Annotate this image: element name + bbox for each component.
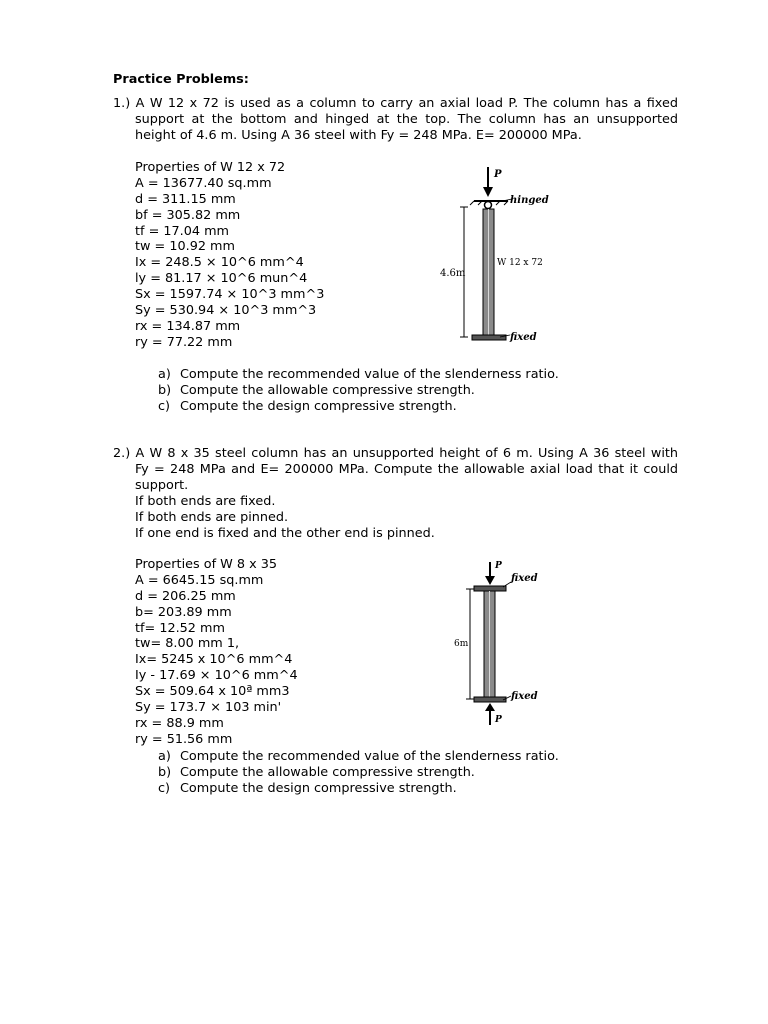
top-support-label: hinged — [510, 195, 549, 206]
property-line: rx = 88.9 mm — [135, 715, 224, 731]
property-line: bf = 305.82 mm — [135, 207, 241, 223]
top-load-label: P — [495, 561, 502, 571]
problem-2-line-5: If both ends are pinned. — [135, 510, 289, 525]
property-line: Ix= 5245 x 10^6 mm^4 — [135, 652, 293, 668]
problem-2-line-1: 2.) A W 8 x 35 steel column has an unsupported height of 6 m. Using A 36 steel with — [113, 446, 678, 461]
arrowhead-icon — [483, 187, 493, 197]
top-support-label: fixed — [511, 573, 538, 584]
property-line: d = 311.15 mm — [135, 191, 236, 207]
problem-2-line-4: If both ends are fixed. — [135, 494, 276, 509]
problem-1-line-2: support at the bottom and hinged at the top. The column has an unsupported — [135, 112, 678, 127]
height-label: 6m — [454, 639, 469, 649]
problem-2-number: 2.) — [113, 446, 131, 461]
property-line: Sx = 1597.74 × 10^3 mm^3 — [135, 287, 325, 303]
property-line: Iy - 17.69 × 10^6 mm^4 — [135, 668, 298, 684]
property-line: ry = 77.22 mm — [135, 334, 233, 350]
problem-2-statement — [113, 446, 678, 542]
property-line: b= 203.89 mm — [135, 604, 232, 620]
problem-2-properties — [135, 557, 298, 748]
property-line: tf = 17.04 mm — [135, 223, 230, 239]
column-figure-1 — [430, 165, 560, 355]
page-title: Practice Problems: — [113, 72, 249, 87]
top-fixed-plate — [474, 586, 506, 591]
fixed-base-plate — [472, 335, 506, 340]
property-line: A = 13677.40 sq.mm — [135, 175, 272, 191]
height-label: 4.6m — [440, 268, 466, 279]
problem-1-properties — [135, 160, 324, 351]
property-line: tw = 10.92 mm — [135, 239, 235, 255]
property-line: Sy = 173.7 × 103 min' — [135, 700, 282, 716]
task-item: c) Compute the design compressive strength. — [158, 780, 457, 796]
property-line: ry = 51.56 mm — [135, 731, 233, 747]
property-line: Sy = 530.94 × 10^3 mm^3 — [135, 303, 317, 319]
property-heading: Properties of W 8 x 35 — [135, 557, 277, 572]
task-item: a) Compute the recommended value of the slenderness ratio. — [158, 749, 559, 764]
task-item: c) Compute the design compressive strength. — [158, 398, 457, 414]
property-line: A = 6645.15 sq.mm — [135, 572, 264, 588]
hinge-icon — [485, 202, 492, 209]
bottom-fixed-plate — [474, 697, 506, 702]
problem-2-line-2: Fy = 248 MPa and E= 200000 MPa. Compute the allowable axial load that it could — [135, 462, 678, 477]
task-item: b) Compute the allowable compressive strength. — [158, 382, 475, 398]
bottom-load-label: P — [495, 715, 502, 725]
section-label: W 12 x 72 — [497, 258, 543, 268]
property-line: ly = 81.17 × 10^6 mun^4 — [135, 271, 308, 287]
problem-2-line-6: If one end is fixed and the other end is pinned. — [135, 526, 435, 541]
task-item: b) Compute the allowable compressive strength. — [158, 764, 475, 780]
problem-2-tasks — [158, 749, 559, 797]
property-line: tw= 8.00 mm 1, — [135, 636, 240, 652]
property-line: Ix = 248.5 × 10^6 mm^4 — [135, 255, 304, 271]
bottom-support-label: fixed — [510, 332, 537, 343]
problem-1-statement — [113, 96, 678, 144]
task-item: a) Compute the recommended value of the slenderness ratio. — [158, 367, 559, 382]
column-figure-2 — [448, 560, 558, 730]
property-line: Sx = 509.64 x 10ª mm3 — [135, 684, 290, 700]
bottom-support-label: fixed — [511, 691, 538, 702]
problem-1-tasks — [158, 367, 559, 415]
problem-1-line-3: height of 4.6 m. Using A 36 steel with Fy = 248 MPa. E= 200000 MPa. — [135, 128, 582, 143]
property-line: tf= 12.52 mm — [135, 620, 225, 636]
arrowhead-down-icon — [485, 576, 495, 585]
problem-1-line-1: 1.) A W 12 x 72 is used as a column to carry an axial load P. The column has a fixed — [113, 96, 678, 111]
problem-1-number: 1.) — [113, 96, 131, 111]
property-line: d = 206.25 mm — [135, 588, 236, 604]
problem-2-line-3: support. — [135, 478, 189, 493]
property-line: rx = 134.87 mm — [135, 318, 241, 334]
property-heading: Properties of W 12 x 72 — [135, 160, 286, 175]
load-label: P — [494, 169, 502, 180]
